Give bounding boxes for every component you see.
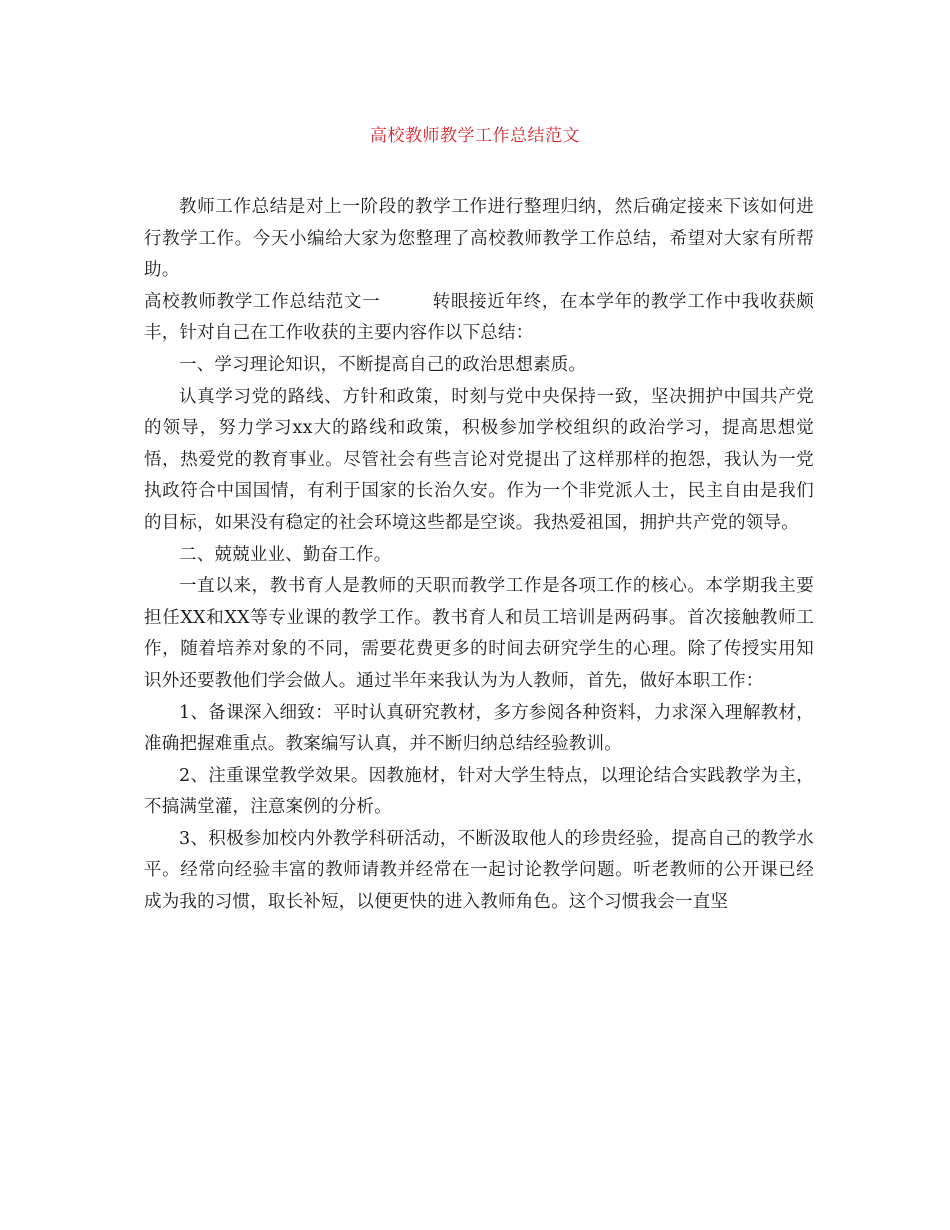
heading-two: 二、兢兢业业、勤奋工作。 xyxy=(179,544,392,565)
body-paragraph: 一直以来，教书育人是教师的天职而教学工作是各项工作的核心。本学期我主要担任XX和XX等专业课的教学工作。教书育人和员工培训是两码事。首次接触教师工作，随着培养对象的不同，需要花费更多的时间去研究学生的心理。除了传授实用知识外还要教他们学会做人。通过半年来我认为为人教师，首先，做好本职工作： xyxy=(144,576,814,691)
section-label: 高校教师教学工作总结范文一 xyxy=(144,291,381,312)
intro-paragraph: 教师工作总结是对上一阶段的教学工作进行整理归纳，然后确定接来下该如何进行教学工作。今天小编给大家为您整理了高校教师教学工作总结，希望对大家有所帮助。 xyxy=(144,197,814,281)
list-item: 2、注重课堂教学效果。因教施材，针对大学生特点，以理论结合实践教学为主，不搞满堂灌，注意案例的分析。 xyxy=(144,765,814,818)
list-item: 1、备课深入细致：平时认真研究教材，多方参阅各种资料，力求深入理解教材，准确把握难重点。教案编写认真，并不断归纳总结经验教训。 xyxy=(144,702,814,755)
list-item: 3、积极参加校内外教学科研活动，不断汲取他人的珍贵经验，提高自己的教学水平。经常向经验丰富的教师请教并经常在一起讨论教学问题。听老教师的公开课已经成为我的习惯，取长补短，以便更快的进入教师角色。这个习惯我会一直坚 xyxy=(144,828,814,913)
document-title: 高校教师教学工作总结范文 xyxy=(370,126,580,146)
body-paragraph: 认真学习党的路线、方针和政策，时刻与党中央保持一致，坚决拥护中国共产党的领导，努力学习xx大的路线和政策，积极参加学校组织的政治学习，提高思想觉悟，热爱党的教育事业。尽管社会有些言论对党提出了这样那样的抱怨，我认为一党执政符合中国国情，有利于国家的长治久安。作为一个非党派人士，民主自由是我们的目标，如果没有稳定的社会环境这些都是空谈。我热爱祖国，拥护共产党的领导。 xyxy=(144,386,814,533)
section-paragraph xyxy=(144,287,814,350)
document-body xyxy=(144,192,814,919)
heading-one: 一、学习理论知识，不断提高自己的政治思想素质。 xyxy=(179,354,587,375)
section-text: 转眼接近年终，在本学年的教学工作中我收获颇丰，针对自己在工作收获的主要内容作以下总结： xyxy=(144,291,814,344)
